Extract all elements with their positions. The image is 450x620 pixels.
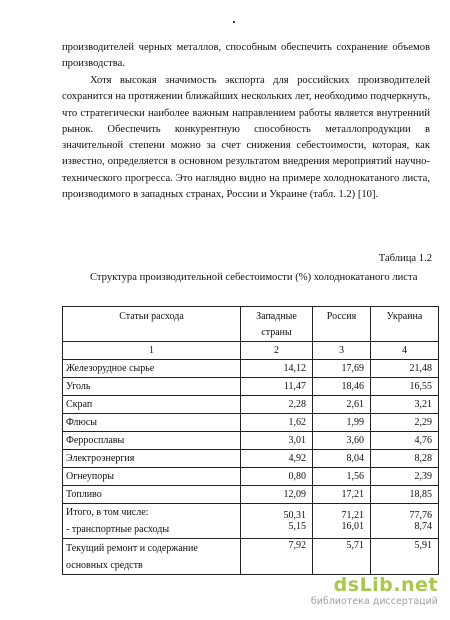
cell-ukraine: 4,76 [371,432,439,450]
row-label: Топливо [63,486,241,504]
cell-russia: 18,46 [313,378,371,396]
col-number-4: 4 [371,342,439,360]
column-number-row [63,342,439,360]
cost-structure-table [62,306,439,575]
cell-ukraine: 2,39 [371,468,439,486]
table-number: Таблица 1.2 [378,253,432,264]
cell-west-total [241,504,313,539]
cell-west: 14,12 [241,360,313,378]
cell-west: 7,92 [241,539,313,575]
transport-ukraine: 8,74 [414,521,432,532]
watermark [278,574,438,614]
cell-west: 11,47 [241,378,313,396]
table-row [63,432,439,450]
page-mark [233,21,235,23]
total-west: 50,31 [283,510,306,521]
total-label-line2: - транспортные расходы [66,524,170,535]
cell-west: 1,62 [241,414,313,432]
cell-west: 3,01 [241,432,313,450]
col-number-2: 2 [241,342,313,360]
col-number-1: 1 [63,342,241,360]
col-number-3: 3 [313,342,371,360]
cell-russia-total [313,504,371,539]
row-label: Электроэнергия [63,450,241,468]
row-label: Огнеупоры [63,468,241,486]
cell-ukraine-total [371,504,439,539]
table-row [63,468,439,486]
row-label: Железорудное сырье [63,360,241,378]
row-label: Ферросплавы [63,432,241,450]
header-ukraine: Украина [371,307,439,342]
table-caption: Структура производительной себестоимости (%) холоднокатаного листа [90,272,418,283]
cell-west: 12,09 [241,486,313,504]
cell-russia: 17,21 [313,486,371,504]
table-header-row [63,307,439,342]
cell-ukraine: 16,55 [371,378,439,396]
header-west-line2: страны [261,327,292,338]
paragraph-continued: производителей черных металлов, способным обеспечить сохранение объемов производства. [62,42,430,70]
row-label: Скрап [63,396,241,414]
cell-ukraine: 18,85 [371,486,439,504]
header-west [241,307,313,342]
table-row [63,486,439,504]
cell-west: 0,80 [241,468,313,486]
repair-label-line2: основных средств [66,559,143,571]
total-label-line1: Итого, в том числе: [66,507,149,518]
cell-ukraine: 8,28 [371,450,439,468]
header-cost-items: Статьи расхода [63,307,241,342]
table-row [63,378,439,396]
cell-ukraine: 5,91 [371,539,439,575]
cell-russia: 1,99 [313,414,371,432]
cell-russia: 3,60 [313,432,371,450]
table-row [63,414,439,432]
repair-label [63,539,241,575]
watermark-subtitle: библиотека диссертаций [310,596,438,607]
repair-label-line1: Текущий ремонт и содержание [66,542,198,554]
header-russia: Россия [313,307,371,342]
cell-ukraine: 21,48 [371,360,439,378]
row-label: Флюсы [63,414,241,432]
cell-west: 2,28 [241,396,313,414]
total-russia: 71,21 [341,510,364,521]
header-west-line1: Западные [256,311,297,322]
cell-west: 4,92 [241,450,313,468]
cell-ukraine: 3,21 [371,396,439,414]
table-row [63,360,439,378]
table-row [63,396,439,414]
cell-ukraine: 2,29 [371,414,439,432]
watermark-logo: dsLib.net [333,574,438,596]
cell-russia: 2,61 [313,396,371,414]
table-row [63,450,439,468]
total-ukraine: 77,76 [409,510,432,521]
table-row-total [63,504,439,539]
total-label [63,504,241,539]
cell-russia: 8,04 [313,450,371,468]
cell-russia: 5,71 [313,539,371,575]
row-label: Уголь [63,378,241,396]
cell-russia: 1,56 [313,468,371,486]
cell-russia: 17,69 [313,360,371,378]
table-row-repair [63,539,439,575]
transport-west: 5,15 [288,521,306,532]
transport-russia: 16,01 [341,521,364,532]
paragraph-domestic-market: Хотя высокая значимость экспорта для российских производителей сохранится на протяжении ближайших нескольких лет, необходимо подчеркнуть, что стратегически наиболее важным направлением работы является внутренний рынок. Обеспечить конкурентную способность металлопродукции в значительной степени можно за счет снижения себестоимости, которая, как известно, определяется в основном результатом внедрения мероприятий научно-технического прогресса. Это наглядно видно на примере холоднокатаного листа, производимого в западных странах, России и Украине (табл. 1.2) [10]. [62,75,430,201]
